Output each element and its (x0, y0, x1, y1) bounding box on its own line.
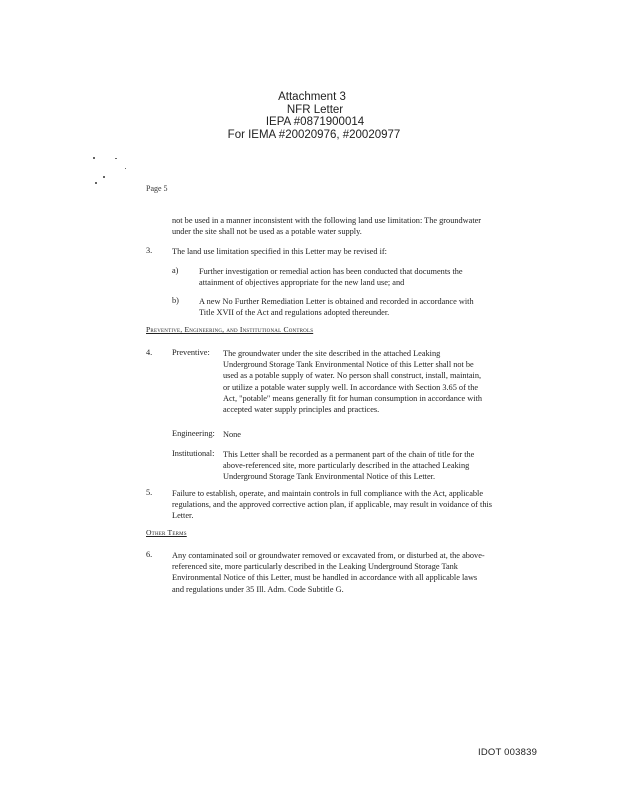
item-3a-label: a) (172, 266, 179, 275)
item-3-number: 3. (146, 246, 153, 255)
preventive-text: The groundwater under the site described in the attached Leaking Underground Storage Tank Environmental Notice of this Letter shall not be used as a potable supply of water. No person shall construct, install, maintain, or utilize a potable water supply well. In accordance with Section 3.65 of the Act, "potable" means generally fit for human consumption in accordance with accepted water supply principles and practices. (223, 349, 483, 415)
institutional-text: This Letter shall be recorded as a permanent part of the chain of title for the above-referenced site, more particularly described in the attached Leaking Underground Storage Tank Environmental Notice of this Letter. (223, 450, 475, 482)
item-3-text: The land use limitation specified in this Letter may be revised if: (172, 247, 387, 256)
engineering-text: None (223, 430, 241, 439)
scan-speck (93, 157, 95, 159)
attachment-title: Attachment 3 (278, 91, 346, 103)
intro-paragraph: not be used in a manner inconsistent with the following land use limitation: The groundwater under the site shall not be used as a potable water supply. (172, 216, 482, 237)
item-6-text: Any contaminated soil or groundwater removed or excavated from, or disturbed at, the above-referenced site, more particularly described in the Leaking Underground Storage Tank Environmental Notice of this Letter, must be handled in accordance with all applicable laws and regulations under 35 Ill. Adm. Code Subtitle G. (172, 551, 485, 594)
item-4-number: 4. (146, 348, 153, 357)
item-6-number: 6. (146, 550, 153, 559)
iepa-number: IEPA #0871900014 (265, 116, 365, 129)
item-3b-text: A new No Further Remediation Letter is obtained and recorded in accordance with Title XVII of the Act and regulations adopted thereunder. (199, 297, 474, 318)
scan-speck (103, 176, 105, 178)
institutional-label: Institutional: (172, 449, 215, 458)
iema-numbers: For IEMA #20020976, #20020977 (227, 128, 401, 141)
item-3b-label: b) (172, 296, 179, 305)
engineering-label: Engineering: (172, 429, 215, 438)
scan-speck (125, 168, 126, 169)
item-5-text: Failure to establish, operate, and maintain controls in full compliance with the Act, applicable regulations, and the approved corrective action plan, if applicable, may result in voidance of this Letter. (172, 489, 493, 521)
item-3a-text: Further investigation or remedial action has been conducted that documents the attainment of objectives appropriate for the new land use; and (199, 267, 463, 288)
scan-speck (115, 158, 117, 159)
document-header (0, 91, 618, 141)
page-number: Page 5 (146, 184, 168, 193)
bates-number: IDOT 003839 (478, 747, 538, 758)
preventive-label: Preventive: (172, 348, 210, 357)
item-5-number: 5. (146, 488, 153, 497)
letter-type: NFR Letter (286, 103, 344, 116)
scan-speck (95, 182, 97, 184)
section-heading-controls: Preventive, Engineering, and Institutional Controls (146, 325, 314, 334)
section-heading-other-terms: Other Terms (146, 528, 187, 537)
